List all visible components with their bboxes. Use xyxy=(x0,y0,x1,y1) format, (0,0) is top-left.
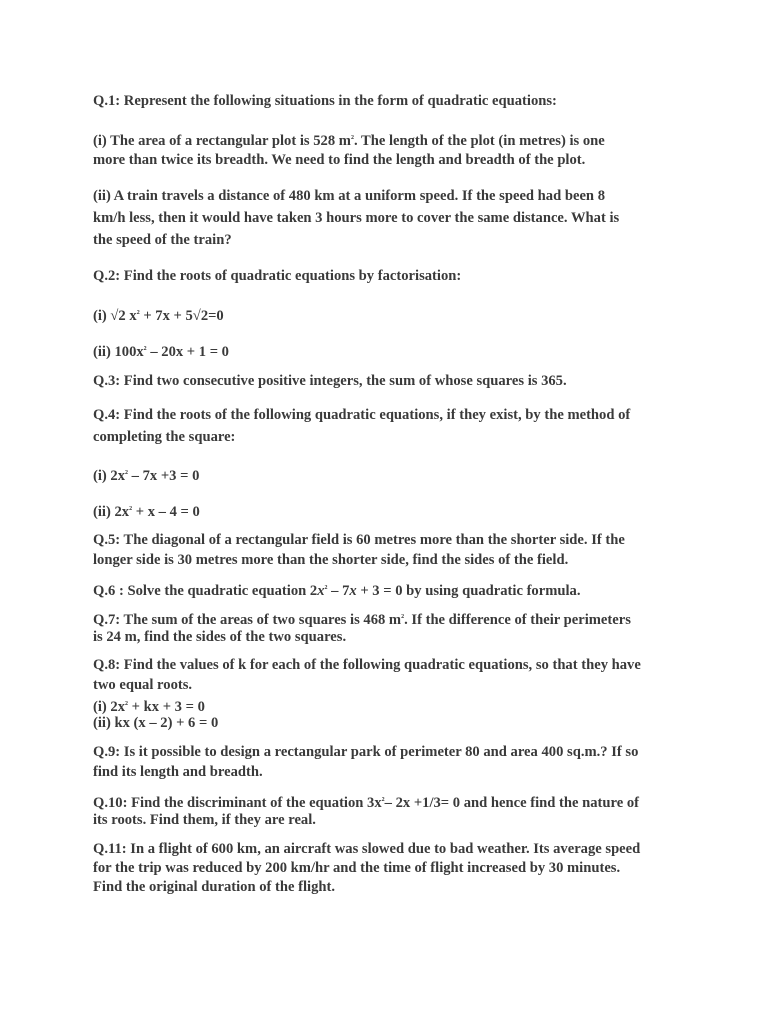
q1-heading: Q.1: Represent the following situations in the form of quadratic equations: xyxy=(93,93,557,109)
q10-line1: Q.10: Find the discriminant of the equation $3x^2-$ 2x +1/3= 0 and hence find the nature of xyxy=(93,795,639,811)
q1-part-ii-line1: (ii) A train travels a distance of 480 km at a uniform speed. If the speed had been 8 xyxy=(93,188,605,204)
q11-line3: Find the original duration of the flight. xyxy=(93,879,336,895)
q9-line1: Q.9: Is it possible to design a rectangular park of perimeter 80 and area 400 sq.m.? If so xyxy=(93,744,639,760)
q4-line2: completing the square: xyxy=(93,429,236,445)
q1-part-ii-line2: km/h less, then it would have taken 3 hours more to cover the same distance. What is xyxy=(93,210,620,226)
q8-line2: two equal roots. xyxy=(93,677,193,693)
q5-line2: longer side is 30 metres more than the shorter side, find the sides of the field. xyxy=(93,552,569,568)
q8-line1: Q.8: Find the values of k for each of the following quadratic equations, so that they have xyxy=(93,657,641,673)
q2-part-i: (i) √2 $x^2 + 7x + 5√2=0$ xyxy=(93,308,224,324)
q11-line2: for the trip was reduced by 200 km/hr and the time of flight increased by 30 minutes. xyxy=(93,860,621,876)
q7-line2: is 24 m, find the sides of the two squares. xyxy=(93,629,347,645)
q6-heading: Q.6 : Solve the quadratic equation $2x^2 - 7x + 3 = 0$ by using quadratic formula. xyxy=(93,583,581,599)
q2-heading: Q.2: Find the roots of quadratic equations by factorisation: xyxy=(93,268,462,284)
q9-line2: find its length and breadth. xyxy=(93,764,263,780)
q4-part-ii: (ii) $2x^2 + x - 4 = 0$ xyxy=(93,504,200,520)
q4-line1: Q.4: Find the roots of the following quadratic equations, if they exist, by the method of xyxy=(93,407,631,423)
q1-part-i-line1: (i) The area of a rectangular plot is 528 $m^2$. The length of the plot (in metres) is one xyxy=(93,133,605,149)
q3-heading: Q.3: Find two consecutive positive integers, the sum of whose squares is 365. xyxy=(93,373,567,389)
q1-part-ii-line3: the speed of the train? xyxy=(93,232,232,248)
q1-part-i-line2: more than twice its breadth. We need to find the length and breadth of the plot. xyxy=(93,152,586,168)
q5-line1: Q.5: The diagonal of a rectangular field is 60 metres more than the shorter side. If the xyxy=(93,532,625,548)
q8-part-i: (i) $2x^2$ + kx + 3 = 0 xyxy=(93,699,205,715)
q8-part-ii: (ii) kx (x – 2) + 6 = 0 xyxy=(93,715,219,731)
q4-part-i: (i) $2x^2 - 7x +3 = 0$ xyxy=(93,468,200,484)
q7-line1: Q.7: The sum of the areas of two squares is 468 $m^2$. If the difference of their perimeters xyxy=(93,612,631,628)
q10-line2: its roots. Find them, if they are real. xyxy=(93,812,316,828)
q11-line1: Q.11: In a flight of 600 km, an aircraft was slowed due to bad weather. Its average speed xyxy=(93,841,641,857)
q2-part-ii: (ii) $100x^2 - 20x + 1 = 0$ xyxy=(93,344,229,360)
